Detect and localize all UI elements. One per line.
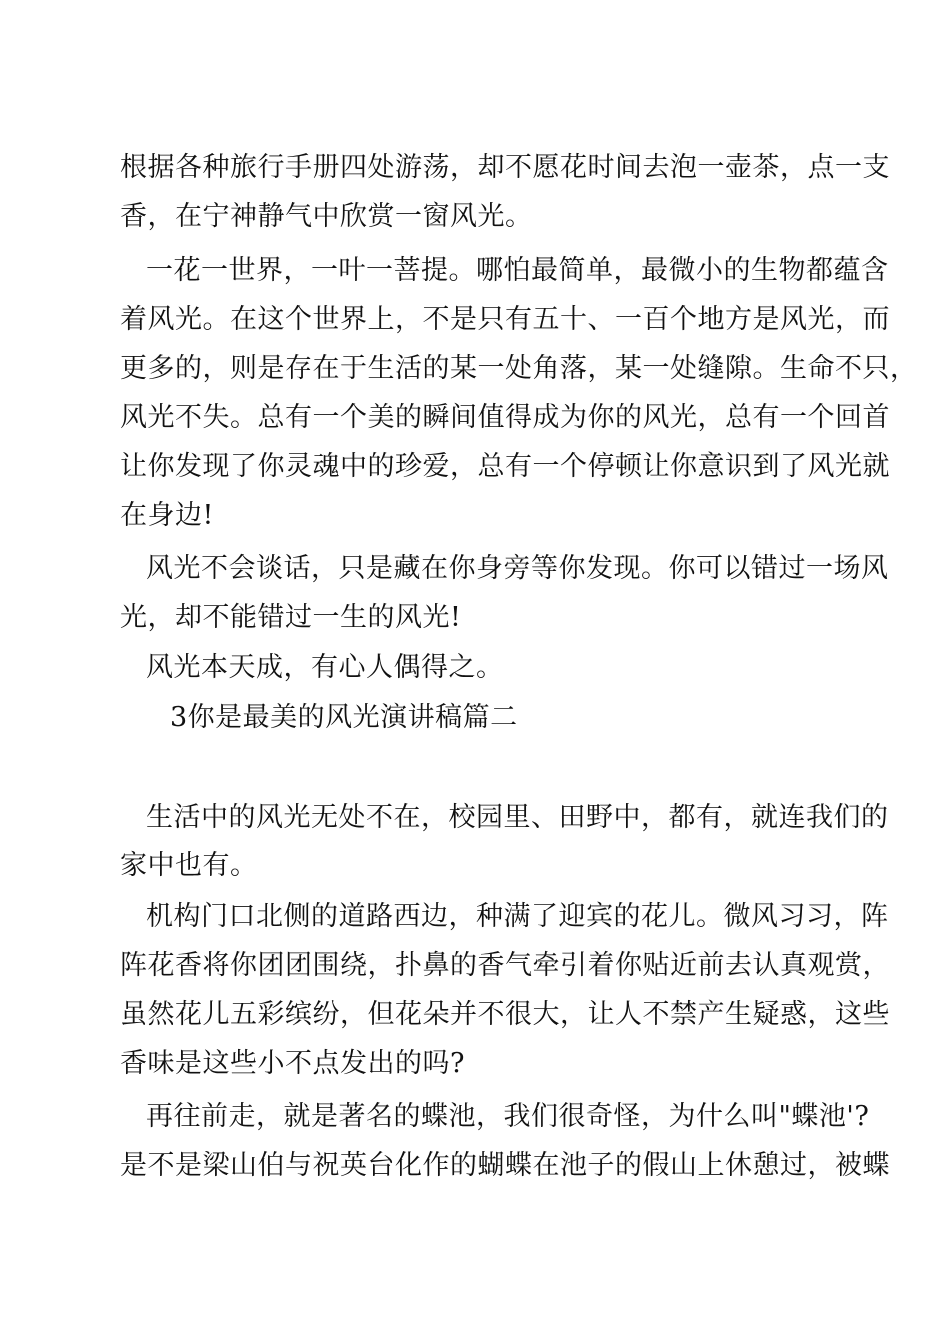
paragraph-4-line-1: 风光本天成，有心人偶得之。 (146, 652, 504, 683)
paragraph-2-line-1: 一花一世界，一叶一菩提。哪怕最简单，最微小的生物都蕴含 (146, 255, 889, 286)
paragraph-2-line-6: 在身边! (120, 500, 214, 531)
paragraph-3-line-1: 风光不会谈话，只是藏在你身旁等你发现。你可以错过一场风 (146, 553, 889, 584)
paragraph-6-line-1: 机构门口北侧的道路西边，种满了迎宾的花儿。微风习习，阵 (146, 901, 889, 932)
paragraph-6-line-4: 香味是这些小不点发出的吗? (120, 1048, 465, 1079)
paragraph-2-line-5: 让你发现了你灵魂中的珍爱，总有一个停顿让你意识到了风光就 (120, 451, 890, 482)
paragraph-2-line-4: 风光不失。总有一个美的瞬间值得成为你的风光，总有一个回首 (120, 402, 890, 433)
paragraph-5-line-2: 家中也有。 (120, 850, 258, 881)
paragraph-6-line-2: 阵花香将你团团围绕，扑鼻的香气牵引着你贴近前去认真观赏， (120, 950, 890, 981)
paragraph-1-line-1: 根据各种旅行手册四处游荡，却不愿花时间去泡一壶茶，点一支 (120, 152, 890, 183)
paragraph-5-line-1: 生活中的风光无处不在，校园里、田野中，都有，就连我们的 (146, 802, 889, 833)
paragraph-7-line-1: 再往前走，就是著名的蝶池，我们很奇怪，为什么叫"蝶池'? (146, 1101, 870, 1132)
paragraph-6-line-3: 虽然花儿五彩缤纷，但花朵并不很大，让人不禁产生疑惑，这些 (120, 999, 890, 1030)
section-heading: 3你是最美的风光演讲稿篇二 (170, 702, 518, 733)
paragraph-3-line-2: 光，却不能错过一生的风光! (120, 602, 462, 633)
paragraph-2-line-3: 更多的，则是存在于生活的某一处角落，某一处缝隙。生命不只， (120, 353, 918, 384)
paragraph-7-line-2: 是不是梁山伯与祝英台化作的蝴蝶在池子的假山上休憩过，被蝶 (120, 1150, 890, 1181)
paragraph-1-line-2: 香，在宁神静气中欣赏一窗风光。 (120, 201, 533, 232)
paragraph-2-line-2: 着风光。在这个世界上，不是只有五十、一百个地方是风光，而 (120, 304, 890, 335)
